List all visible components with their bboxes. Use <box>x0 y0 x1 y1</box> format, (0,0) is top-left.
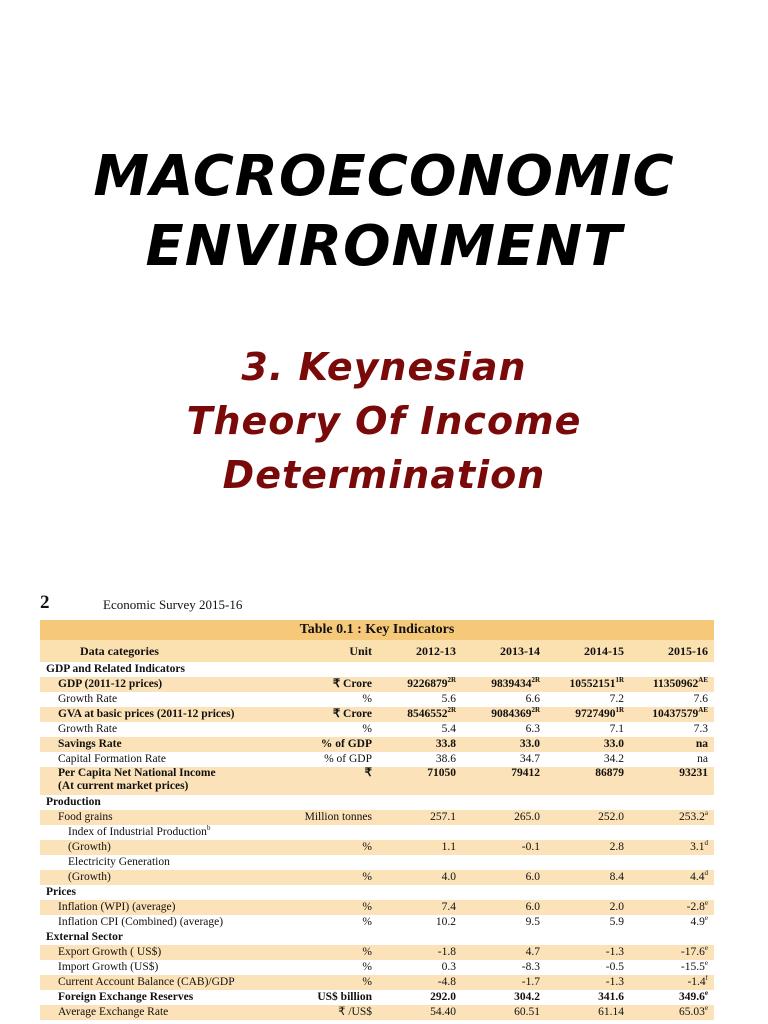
value: -17.6 <box>680 946 705 958</box>
value-cell <box>630 752 714 767</box>
value-cell <box>630 1005 714 1020</box>
value: -8.3 <box>521 961 540 973</box>
value-cell <box>378 840 462 855</box>
table-row <box>40 677 714 692</box>
value-cell <box>378 767 462 795</box>
row-label-cell <box>40 737 278 752</box>
value-cell <box>546 855 630 870</box>
value: -4.8 <box>437 976 456 988</box>
value-cell <box>462 707 546 722</box>
value-cell <box>462 975 546 990</box>
value-cell <box>378 915 462 930</box>
value: 33.0 <box>519 738 540 750</box>
value: 252.0 <box>598 811 624 823</box>
value: 4.7 <box>525 946 540 958</box>
value: 33.0 <box>603 738 624 750</box>
value-cell <box>462 870 546 885</box>
value-cell <box>546 825 630 840</box>
value: 71050 <box>427 767 456 779</box>
footnote-marker: AE <box>698 677 708 685</box>
row-label: Foreign Exchange Reserves <box>58 991 194 1003</box>
value: 65.03 <box>679 1006 705 1018</box>
value: 304.2 <box>514 991 540 1003</box>
table-row <box>40 975 714 990</box>
footnote-marker: e <box>704 915 708 923</box>
value-cell <box>378 990 462 1005</box>
row-label: Index of Industrial Production <box>68 826 207 838</box>
unit-cell: % <box>278 722 378 737</box>
value-cell <box>378 825 462 840</box>
value-cell <box>546 722 630 737</box>
footnote-marker: AE <box>698 707 708 715</box>
value: na <box>697 753 708 765</box>
row-label-cell <box>40 975 278 990</box>
value: -1.8 <box>437 946 456 958</box>
value: 257.1 <box>430 811 456 823</box>
value-cell <box>630 692 714 707</box>
value: 8.4 <box>609 871 624 883</box>
column-header: 2013-14 <box>462 640 546 662</box>
value-cell <box>546 915 630 930</box>
footnote-marker: e <box>704 900 708 908</box>
table-row <box>40 692 714 707</box>
table-row <box>40 707 714 722</box>
column-header: Data categories <box>40 640 278 662</box>
value: 341.6 <box>598 991 624 1003</box>
value-cell <box>378 737 462 752</box>
unit-cell: % <box>278 840 378 855</box>
value: 7.3 <box>693 723 708 735</box>
value-cell <box>462 767 546 795</box>
value-cell <box>378 1005 462 1020</box>
value: -0.1 <box>521 841 540 853</box>
footnote-marker: e <box>704 945 708 953</box>
value: 6.0 <box>525 871 540 883</box>
value-cell <box>630 945 714 960</box>
value-cell <box>546 945 630 960</box>
row-label: Inflation CPI (Combined) (average) <box>58 916 224 928</box>
table-row <box>40 900 714 915</box>
subtitle-line-2: Theory Of Income <box>186 399 582 443</box>
section-header-row <box>40 795 714 810</box>
row-label-cell <box>40 915 278 930</box>
value: 9727490 <box>575 708 616 720</box>
value-cell <box>630 677 714 692</box>
table-row <box>40 825 714 840</box>
value-cell <box>378 870 462 885</box>
value: 5.9 <box>609 916 624 928</box>
value-cell <box>546 752 630 767</box>
footnote-marker: 1R <box>615 707 624 715</box>
unit-cell: % of GDP <box>278 752 378 767</box>
row-label-cell <box>40 825 278 840</box>
table-row <box>40 1005 714 1020</box>
section-header-row <box>40 930 714 945</box>
value: -1.7 <box>521 976 540 988</box>
value: 11350962 <box>652 678 699 690</box>
unit-cell: % <box>278 915 378 930</box>
value-cell <box>630 900 714 915</box>
row-label-cell <box>40 707 278 722</box>
value-cell <box>462 825 546 840</box>
unit-cell: US$ billion <box>278 990 378 1005</box>
table-row <box>40 722 714 737</box>
value: -1.3 <box>605 976 624 988</box>
row-label: Growth Rate <box>58 723 118 735</box>
unit-cell: ₹ Crore <box>278 677 378 692</box>
value: 4.9 <box>690 916 705 928</box>
value: 33.8 <box>435 738 456 750</box>
economic-survey-excerpt <box>40 590 714 1024</box>
table-row <box>40 915 714 930</box>
value: 9839434 <box>491 678 532 690</box>
section-name: GDP and Related Indicators <box>40 662 714 677</box>
value-cell <box>462 855 546 870</box>
unit-cell: % <box>278 960 378 975</box>
row-label: Average Exchange Rate <box>58 1006 169 1018</box>
value: 79412 <box>511 767 540 779</box>
value: 0.3 <box>441 961 456 973</box>
table-row <box>40 752 714 767</box>
value-cell <box>630 840 714 855</box>
value-cell <box>546 737 630 752</box>
value: 34.7 <box>519 753 540 765</box>
column-header: Unit <box>278 640 378 662</box>
value: 7.2 <box>609 693 624 705</box>
row-label: GDP (2011-12 prices) <box>58 678 163 690</box>
value: 1.1 <box>441 841 456 853</box>
value: 5.6 <box>441 693 456 705</box>
row-label: Export Growth ( US$) <box>58 946 162 958</box>
value: 4.4 <box>690 871 705 883</box>
value-cell <box>546 767 630 795</box>
value-cell <box>378 810 462 825</box>
value-cell <box>546 960 630 975</box>
row-label-cell <box>40 945 278 960</box>
value-cell <box>462 915 546 930</box>
unit-cell <box>278 825 378 840</box>
value-cell <box>630 810 714 825</box>
footnote-marker: b <box>206 825 211 833</box>
value-cell <box>630 960 714 975</box>
value: na <box>695 738 708 750</box>
row-label-cell <box>40 767 278 795</box>
table-header-row <box>40 640 714 662</box>
value: 9084369 <box>491 708 532 720</box>
value-cell <box>378 707 462 722</box>
section-header-row <box>40 885 714 900</box>
value-cell <box>546 975 630 990</box>
value: 34.2 <box>603 753 624 765</box>
table-row <box>40 960 714 975</box>
value: 6.3 <box>525 723 540 735</box>
value-cell <box>630 855 714 870</box>
value-cell <box>462 945 546 960</box>
value: 7.4 <box>441 901 456 913</box>
value: 253.2 <box>679 811 705 823</box>
footnote-marker: e <box>704 1005 708 1013</box>
table-row <box>40 767 714 795</box>
value-cell <box>378 960 462 975</box>
value: 6.0 <box>525 901 540 913</box>
value-cell <box>546 870 630 885</box>
footnote-marker: f <box>705 975 708 983</box>
title-line-2: ENVIRONMENT <box>145 214 623 279</box>
value-cell <box>462 722 546 737</box>
section-name: Prices <box>40 885 714 900</box>
table-row <box>40 855 714 870</box>
table-title: Table 0.1 : Key Indicators <box>40 620 714 640</box>
row-label-cell <box>40 900 278 915</box>
value: 292.0 <box>430 991 456 1003</box>
value-cell <box>630 990 714 1005</box>
table-row <box>40 840 714 855</box>
row-label-cell <box>40 810 278 825</box>
value: 10437579 <box>652 708 699 720</box>
value-cell <box>378 677 462 692</box>
value: 265.0 <box>514 811 540 823</box>
footnote-marker: 2R <box>447 677 456 685</box>
value: 9.5 <box>525 916 540 928</box>
unit-cell: % <box>278 870 378 885</box>
row-label: Import Growth (US$) <box>58 961 159 973</box>
value: 2.0 <box>609 901 624 913</box>
row-label: Inflation (WPI) (average) <box>58 901 176 913</box>
row-label: (Growth) <box>68 841 111 853</box>
row-label-cell <box>40 1005 278 1020</box>
value: 7.1 <box>609 723 624 735</box>
value: -0.5 <box>605 961 624 973</box>
column-header: 2015-16 <box>630 640 714 662</box>
column-header: 2012-13 <box>378 640 462 662</box>
unit-cell: ₹ <box>278 767 378 795</box>
value: -1.4 <box>687 976 706 988</box>
value-cell <box>630 975 714 990</box>
row-label-cell <box>40 960 278 975</box>
unit-cell: % <box>278 900 378 915</box>
value-cell <box>462 810 546 825</box>
value-cell <box>462 840 546 855</box>
value: 4.0 <box>441 871 456 883</box>
unit-cell: % <box>278 975 378 990</box>
row-label-cell <box>40 692 278 707</box>
unit-cell: % <box>278 692 378 707</box>
value-cell <box>378 975 462 990</box>
value-cell <box>630 767 714 795</box>
row-label: Savings Rate <box>58 738 122 750</box>
value: 3.1 <box>690 841 705 853</box>
table-row <box>40 945 714 960</box>
survey-title: Economic Survey 2015-16 <box>103 597 243 612</box>
subtitle-line-3: Determination <box>222 453 546 497</box>
value: 10.2 <box>435 916 456 928</box>
value: -1.3 <box>605 946 624 958</box>
footnote-marker: e <box>704 960 708 968</box>
value-cell <box>378 945 462 960</box>
document-header <box>40 590 714 620</box>
footnote-marker: e <box>704 990 708 998</box>
slide-subtitle <box>0 340 768 502</box>
subtitle-line-1: 3. Keynesian <box>241 345 527 389</box>
row-label-cell <box>40 752 278 767</box>
value: 7.6 <box>693 693 708 705</box>
value-cell <box>378 752 462 767</box>
table-row <box>40 737 714 752</box>
footnote-marker: d <box>704 840 708 848</box>
value-cell <box>378 900 462 915</box>
value: 93231 <box>679 767 708 779</box>
table-row <box>40 870 714 885</box>
value: 38.6 <box>435 753 456 765</box>
row-label-cell <box>40 855 278 870</box>
row-label: (Growth) <box>68 871 111 883</box>
footnote-marker: a <box>704 810 708 818</box>
value-cell <box>462 990 546 1005</box>
value-cell <box>462 752 546 767</box>
title-line-1: MACROECONOMIC <box>93 144 675 209</box>
unit-cell: Million tonnes <box>278 810 378 825</box>
row-label-cell <box>40 840 278 855</box>
column-header: 2014-15 <box>546 640 630 662</box>
row-label-cell <box>40 990 278 1005</box>
footnote-marker: 2R <box>531 707 540 715</box>
value-cell <box>546 1005 630 1020</box>
value-cell <box>546 677 630 692</box>
value-cell <box>630 722 714 737</box>
value-cell <box>546 840 630 855</box>
row-label: Food grains <box>58 811 113 823</box>
value: 349.6 <box>679 991 705 1003</box>
row-label-cell <box>40 722 278 737</box>
row-label: GVA at basic prices (2011-12 prices) <box>58 708 235 720</box>
unit-cell: % <box>278 945 378 960</box>
value-cell <box>378 855 462 870</box>
page-number: 2 <box>40 592 50 613</box>
value-cell <box>378 722 462 737</box>
value: 2.8 <box>609 841 624 853</box>
row-label-cell <box>40 677 278 692</box>
footnote-marker: 1R <box>615 677 624 685</box>
value-cell <box>462 900 546 915</box>
value: -2.8 <box>686 901 705 913</box>
value-cell <box>378 692 462 707</box>
value-cell <box>630 825 714 840</box>
value-cell <box>546 707 630 722</box>
table-row <box>40 810 714 825</box>
footnote-marker: 2R <box>531 677 540 685</box>
value: 86879 <box>595 767 624 779</box>
value: -15.5 <box>680 961 705 973</box>
row-label: Per Capita Net National Income <box>58 767 216 779</box>
value-cell <box>546 990 630 1005</box>
value-cell <box>546 692 630 707</box>
table-row <box>40 990 714 1005</box>
row-label-continued: (At current market prices) <box>58 780 189 792</box>
footnote-marker: d <box>704 870 708 878</box>
row-label: Current Account Balance (CAB)/GDP <box>58 976 235 988</box>
row-label: Electricity Generation <box>68 856 170 868</box>
unit-cell <box>278 855 378 870</box>
footnote-marker: 2R <box>447 707 456 715</box>
value-cell <box>462 737 546 752</box>
key-indicators-table <box>40 640 714 1020</box>
value-cell <box>630 737 714 752</box>
value-cell <box>462 960 546 975</box>
value: 10552151 <box>569 678 616 690</box>
value: 9226879 <box>407 678 448 690</box>
value-cell <box>630 870 714 885</box>
value-cell <box>630 915 714 930</box>
unit-cell: ₹ /US$ <box>278 1005 378 1020</box>
value-cell <box>630 707 714 722</box>
section-name: External Sector <box>40 930 714 945</box>
row-label: Capital Formation Rate <box>58 753 166 765</box>
value-cell <box>546 810 630 825</box>
unit-cell: ₹ Crore <box>278 707 378 722</box>
slide-title <box>0 142 768 282</box>
value: 8546552 <box>407 708 448 720</box>
value: 61.14 <box>598 1006 624 1018</box>
row-label-cell <box>40 870 278 885</box>
section-header-row <box>40 662 714 677</box>
value: 5.4 <box>441 723 456 735</box>
value-cell <box>462 1005 546 1020</box>
value: 54.40 <box>430 1006 456 1018</box>
value-cell <box>546 900 630 915</box>
value: 60.51 <box>514 1006 540 1018</box>
value: 6.6 <box>525 693 540 705</box>
unit-cell: % of GDP <box>278 737 378 752</box>
section-name: Production <box>40 795 714 810</box>
row-label: Growth Rate <box>58 693 118 705</box>
value-cell <box>462 677 546 692</box>
value-cell <box>462 692 546 707</box>
